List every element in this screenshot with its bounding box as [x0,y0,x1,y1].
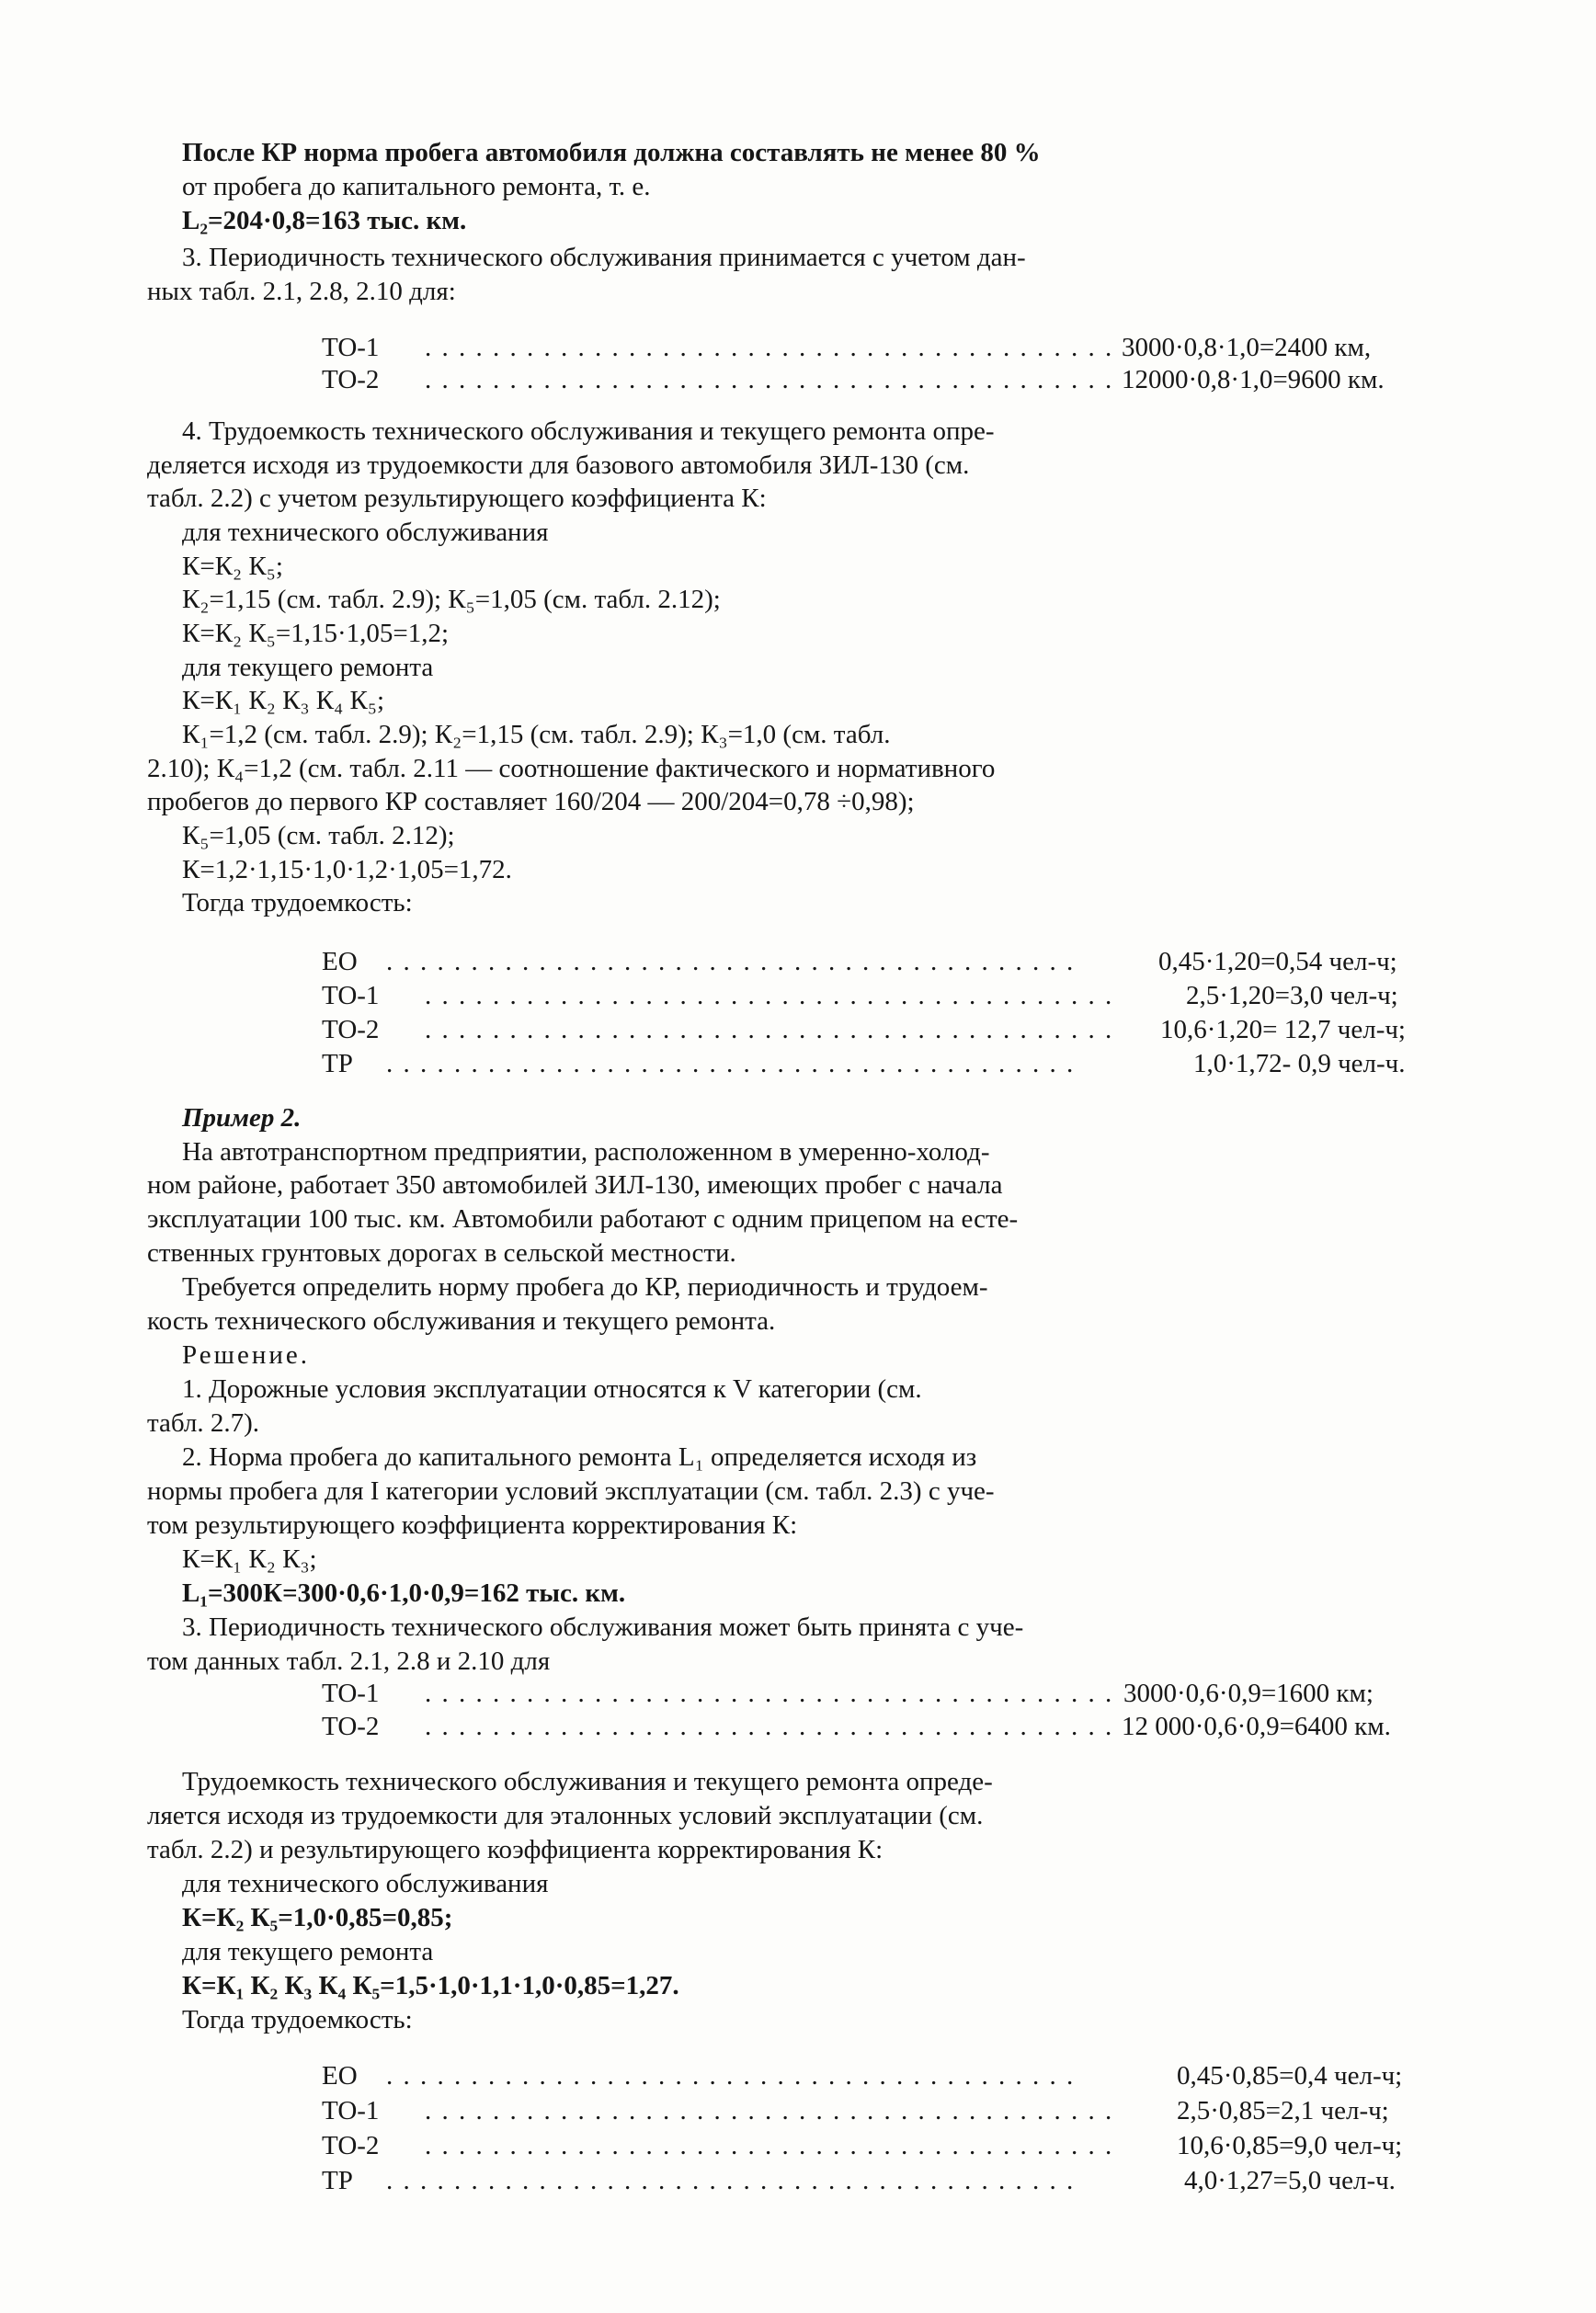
text-line: Требуется определить норму пробега до КР, периодичность и трудоем- [182,1272,988,1302]
text-line: 1. Дорожные условия эксплуатации относятся к V категории (см. [182,1374,922,1404]
formula-line: L₂=204·0,8=163 тыс. км. [182,206,467,235]
text-line: 3. Периодичность технического обслуживания может быть принята с уче- [182,1612,1024,1642]
formula-line: L₁=300К=300·0,6·1,0·0,9=162 тыс. км. [182,1578,626,1608]
row-value: 12000·0,8·1,0=9600 км. [1122,365,1385,394]
row-label: ТО-1 [322,2096,380,2125]
row-value: 10,6·1,20= 12,7 чел-ч; [1160,1015,1406,1044]
row-value: 3000·0,8·1,0=2400 км, [1122,333,1372,362]
row-label: ТО-2 [322,1015,380,1044]
row-label: ТО-1 [322,981,380,1010]
text-line: нормы пробега для I категории условий эксплуатации (см. табл. 2.3) с уче- [147,1476,995,1506]
formula-line: пробегов до первого КР составляет 160/204 — 200/204=0,78 ÷0,98); [147,787,915,816]
formula-line: К=К₂ К₅; [182,552,283,581]
text-line: табл. 2.2) с учетом результирующего коэффициента К: [147,484,767,513]
row-label: ТО-1 [322,333,380,362]
formula-line: К=К₁ К₂ К₃ К₄ К₅; [182,686,385,715]
formula-line: К=1,2·1,15·1,0·1,2·1,05=1,72. [182,855,512,884]
row-value: 0,45·0,85=0,4 чел-ч; [1177,2061,1403,2091]
row-label: ТР [322,1049,353,1078]
text-line: для текущего ремонта [182,653,434,682]
row-label: ТО-2 [322,365,380,394]
row-value: 2,5·1,20=3,0 чел-ч; [1186,981,1398,1010]
row-value: 4,0·1,27=5,0 чел-ч. [1184,2166,1396,2195]
row-value: 10,6·0,85=9,0 чел-ч; [1177,2131,1403,2160]
formula-line: К=К₁ К₂ К₃ К₄ К₅=1,5·1,0·1,1·1,0·0,85=1,27. [182,1971,679,2000]
text-line: 2. Норма пробега до капитального ремонта L₁ определяется исходя из [182,1442,977,1472]
text-line: После КР норма пробега автомобиля должна составлять не менее 80 % [182,138,1041,167]
section-title: Пример 2. [182,1103,302,1133]
row-value: 12 000·0,6·0,9=6400 км. [1122,1712,1391,1741]
formula-line: 2.10); К₄=1,2 (см. табл. 2.11 — соотношение фактического и нормативного [147,754,996,783]
formula-line: К₂=1,15 (см. табл. 2.9); К₅=1,05 (см. табл. 2.12); [182,585,721,614]
row-value: 0,45·1,20=0,54 чел-ч; [1158,947,1397,976]
formula-line: К₁=1,2 (см. табл. 2.9); К₂=1,15 (см. табл. 2.9); К₃=1,0 (см. табл. [182,720,891,749]
row-value: 2,5·0,85=2,1 чел-ч; [1177,2096,1389,2125]
text-line: кость технического обслуживания и текущего ремонта. [147,1306,776,1336]
text-line: том данных табл. 2.1, 2.8 и 2.10 для [147,1646,551,1676]
text-line: деляется исходя из трудоемкости для базового автомобиля ЗИЛ-130 (см. [147,450,970,480]
row-label: ТО-1 [322,1679,380,1708]
text-line: для технического обслуживания [182,518,549,547]
text-line: 4. Трудоемкость технического обслуживания и текущего ремонта опре- [182,416,995,446]
text-line: ных табл. 2.1, 2.8, 2.10 для: [147,277,456,306]
text-line: табл. 2.2) и результирующего коэффициента корректирования К: [147,1835,884,1864]
text-line: Решение. [182,1340,310,1370]
row-label: ТР [322,2166,353,2195]
formula-line: К=К₁ К₂ К₃; [182,1544,317,1574]
text-line: Тогда трудоемкость: [182,888,413,917]
text-line: ственных грунтовых дорогах в сельской местности. [147,1238,736,1268]
text-line: 3. Периодичность технического обслуживания принимается с учетом дан- [182,243,1026,272]
formula-line: К₅=1,05 (см. табл. 2.12); [182,821,455,850]
text-line: табл. 2.7). [147,1408,260,1438]
row-label: ТО-2 [322,1712,380,1741]
text-line: ном районе, работает 350 автомобилей ЗИЛ-130, имеющих пробег с начала [147,1170,1003,1200]
row-label: ЕО [322,2061,358,2091]
text-line: Тогда трудоемкость: [182,2005,413,2034]
row-label: ТО-2 [322,2131,380,2160]
text-line: эксплуатации 100 тыс. км. Автомобили работают с одним прицепом на есте- [147,1204,1019,1234]
row-label: ЕО [322,947,358,976]
text-line: для текущего ремонта [182,1937,434,1966]
text-line: Трудоемкость технического обслуживания и текущего ремонта опреде- [182,1767,993,1796]
formula-line: К=К₂ К₅=1,15·1,05=1,2; [182,619,450,648]
text-line: На автотранспортном предприятии, расположенном в умеренно-холод- [182,1137,990,1167]
text-line: том результирующего коэффициента корректирования К: [147,1510,798,1540]
row-value: 3000·0,6·0,9=1600 км; [1123,1679,1374,1708]
text-line: для технического обслуживания [182,1869,549,1898]
text-line: от пробега до капитального ремонта, т. е. [182,172,651,201]
labor-row [322,2166,1396,2313]
row-value: 1,0·1,72- 0,9 чел-ч. [1193,1049,1406,1078]
formula-line: К=К₂ К₅=1,0·0,85=0,85; [182,1903,453,1932]
text-line: ляется исходя из трудоемкости для эталонных условий эксплуатации (см. [147,1801,984,1830]
